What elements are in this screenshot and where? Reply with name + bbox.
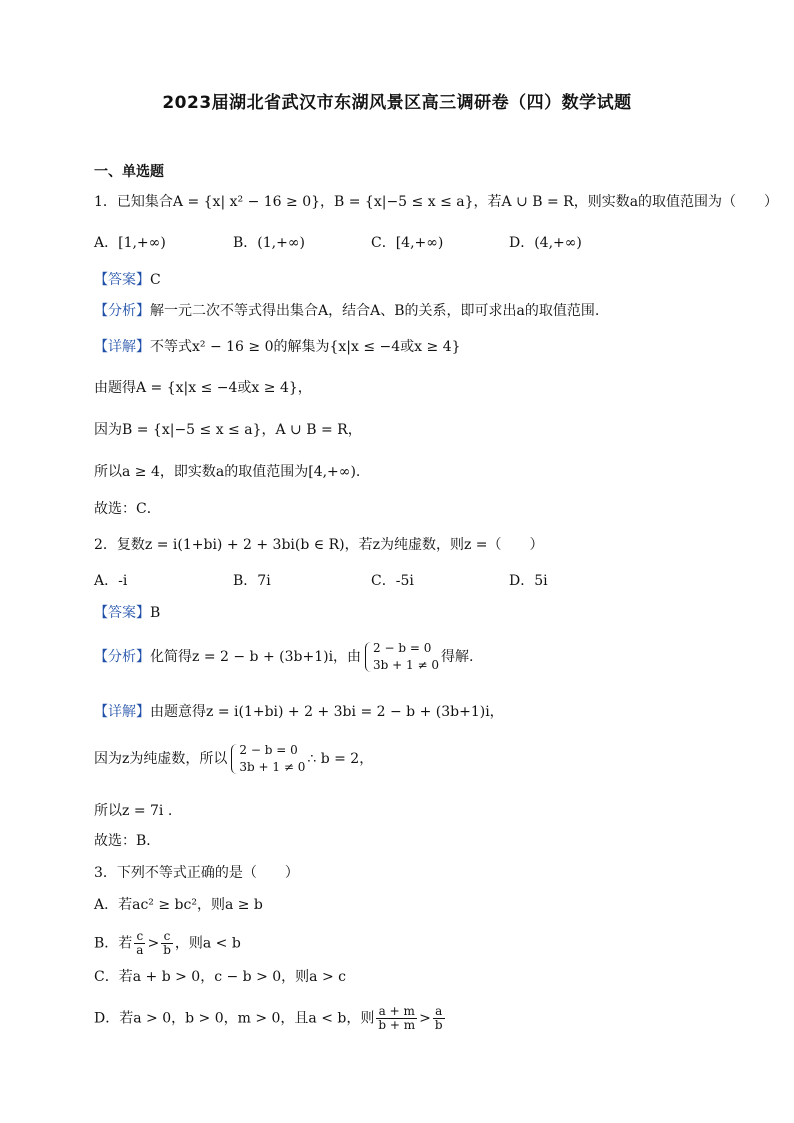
q2-detail: 由题意得z = i(1+bi) + 2 + 3bi = 2 − b + (3b+1)i， <box>150 704 504 720</box>
q2-analysis-pre: 化简得z = 2 − b + (3b+1)i，由 <box>150 649 362 665</box>
q3-option-b-post: ，则a < b <box>174 935 241 952</box>
q2-option-d: D．5i <box>509 573 548 589</box>
question-3-stem: 3．下列不等式正确的是（ ） <box>94 865 299 881</box>
q2-analysis-post: 得解. <box>441 649 474 665</box>
q3-option-c: C．若a + b > 0，c − b > 0，则a > c <box>94 969 346 985</box>
q1-option-c: C．[4,+∞) <box>371 235 444 251</box>
system-row: 2 − b = 0 <box>373 641 432 655</box>
q1-option-a: A．[1,+∞) <box>94 235 166 251</box>
q2-detail-2-pre: 因为z为纯虚数，所以 <box>94 751 228 767</box>
denominator: b <box>434 1018 443 1032</box>
q1-analysis-line <box>94 301 599 321</box>
q2-answer-line <box>94 603 160 623</box>
denominator: b <box>163 943 171 957</box>
q3-option-b-pre: B．若 <box>94 935 133 952</box>
q2-detail-system <box>229 742 305 776</box>
analysis-tag: 【分析】 <box>94 649 150 665</box>
q1-option-b: B．(1,+∞) <box>233 235 305 251</box>
q1-analysis: 解一元二次不等式得出集合A，结合A、B的关系，即可求出a的取值范围. <box>150 303 600 319</box>
greater-than: > <box>147 935 160 952</box>
q2-option-b: B．7i <box>233 573 271 589</box>
q3-option-a: A．若ac² ≥ bc²，则a ≥ b <box>94 897 263 913</box>
q1-detail-line-4: 所以a ≥ 4，即实数a的取值范围为[4,+∞). <box>94 464 361 480</box>
q1-choice: 故选：C． <box>94 501 161 517</box>
q1-option-d: D．(4,+∞) <box>509 235 582 251</box>
fraction <box>433 1005 445 1032</box>
numerator: a <box>433 1005 445 1019</box>
detail-tag: 【详解】 <box>94 339 150 355</box>
paper-title: 2023届湖北省武汉市东湖风景区高三调研卷（四）数学试题 <box>162 93 632 113</box>
q1-answer-line <box>94 270 161 290</box>
question-1-stem: 1．已知集合A = {x| x² − 16 ≥ 0}，B = {x|−5 ≤ x ≤ a}，若A ∪ B = R，则实数a的取值范围为（ ） <box>94 194 779 210</box>
system-row: 3b + 1 ≠ 0 <box>239 760 306 774</box>
denominator: a <box>136 943 144 957</box>
denominator: b + m <box>378 1018 416 1032</box>
numerator: c <box>161 930 173 944</box>
section-heading: 一、单选题 <box>94 164 164 180</box>
q2-analysis-system <box>363 640 439 674</box>
q2-option-c: C．-5i <box>371 573 414 589</box>
q2-detail-2-post: ∴ b = 2， <box>307 751 374 767</box>
analysis-tag: 【分析】 <box>94 303 150 319</box>
q3-option-d-pre: D．若a > 0，b > 0，m > 0，且a < b，则 <box>94 1010 375 1027</box>
answer-tag: 【答案】 <box>94 605 150 621</box>
q1-detail-line-3: 因为B = {x|−5 ≤ x ≤ a}，A ∪ B = R， <box>94 422 362 438</box>
q1-detail: 不等式x² − 16 ≥ 0的解集为{x|x ≤ −4或x ≥ 4} <box>150 339 461 355</box>
question-2-stem: 2．复数z = i(1+bi) + 2 + 3bi(b ∈ R)，若z为纯虚数，则z =（ ） <box>94 537 544 553</box>
q2-detail-line-3: 所以z = 7i . <box>94 803 173 819</box>
fraction <box>376 1005 417 1032</box>
q3-option-d <box>94 1005 447 1032</box>
numerator: a + m <box>376 1005 417 1019</box>
system-row: 3b + 1 ≠ 0 <box>373 658 439 672</box>
q2-option-a: A．-i <box>94 573 128 589</box>
fraction <box>134 930 145 957</box>
greater-than: > <box>419 1010 431 1027</box>
q2-detail-line <box>94 702 504 722</box>
q1-detail-line <box>94 337 461 357</box>
answer-tag: 【答案】 <box>94 272 150 288</box>
q2-detail-line-2 <box>94 742 373 776</box>
fraction <box>161 930 173 957</box>
numerator: c <box>134 930 145 944</box>
q2-answer: B <box>150 605 161 621</box>
q3-option-b <box>94 930 241 957</box>
q1-answer: C <box>150 272 161 288</box>
q1-detail-line-2: 由题得A = {x|x ≤ −4或x ≥ 4}， <box>94 380 312 396</box>
system-row: 2 − b = 0 <box>239 743 298 757</box>
q2-analysis-line <box>94 640 473 674</box>
detail-tag: 【详解】 <box>94 704 150 720</box>
q2-choice: 故选：B． <box>94 833 161 849</box>
